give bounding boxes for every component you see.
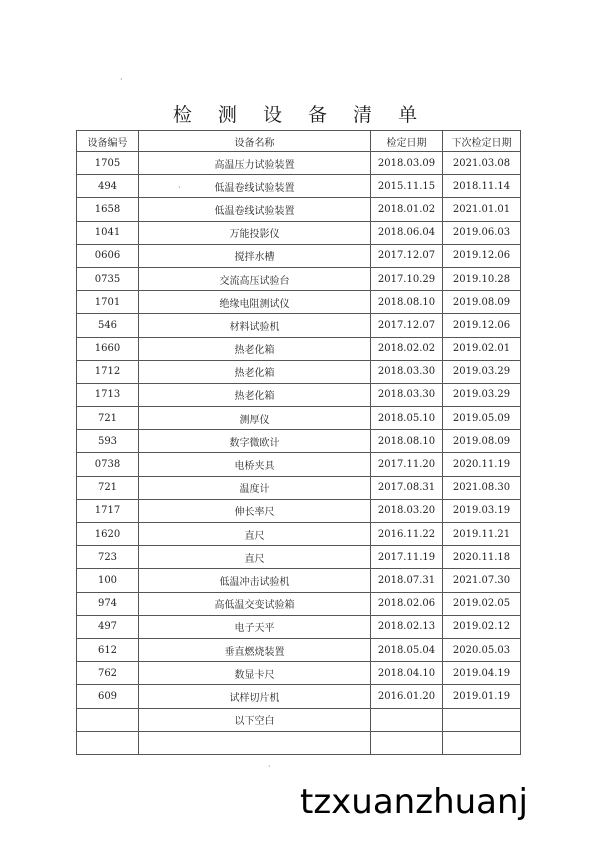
- cell-equipment-name: 试样切片机: [139, 685, 371, 708]
- table-row: [77, 152, 521, 175]
- cell-next-calibration-date: 2019.05.09: [443, 407, 521, 430]
- cell-equipment-name: [139, 731, 371, 754]
- header-calibration-date: 检定日期: [371, 131, 443, 152]
- cell-next-calibration-date: 2019.02.12: [443, 615, 521, 638]
- table-row: [77, 430, 521, 453]
- cell-equipment-id: 497: [77, 615, 139, 638]
- cell-next-calibration-date: 2019.02.05: [443, 592, 521, 615]
- cell-equipment-name: 低温卷线试验装置: [139, 198, 371, 221]
- cell-equipment-id: 723: [77, 546, 139, 569]
- cell-equipment-id: 0606: [77, 244, 139, 267]
- cell-next-calibration-date: 2021.01.01: [443, 198, 521, 221]
- cell-next-calibration-date: 2019.03.29: [443, 383, 521, 406]
- cell-equipment-name: 直尺: [139, 546, 371, 569]
- cell-equipment-name: 伸长率尺: [139, 499, 371, 522]
- table-row: [77, 546, 521, 569]
- cell-calibration-date: [371, 731, 443, 754]
- cell-equipment-id: 0738: [77, 453, 139, 476]
- cell-calibration-date: 2017.08.31: [371, 476, 443, 499]
- cell-next-calibration-date: 2019.11.21: [443, 523, 521, 546]
- cell-calibration-date: 2018.05.10: [371, 407, 443, 430]
- cell-calibration-date: 2016.11.22: [371, 523, 443, 546]
- table-row: [77, 337, 521, 360]
- table-row: [77, 685, 521, 708]
- cell-equipment-id: 762: [77, 662, 139, 685]
- watermark-text: tzxuanzhuanj: [300, 782, 529, 822]
- cell-equipment-id: 721: [77, 407, 139, 430]
- cell-calibration-date: 2018.03.30: [371, 360, 443, 383]
- cell-next-calibration-date: 2019.03.29: [443, 360, 521, 383]
- table-row: [77, 638, 521, 661]
- cell-next-calibration-date: [443, 731, 521, 754]
- cell-equipment-id: 1713: [77, 383, 139, 406]
- page-title: 检 测 设 备 清 单: [172, 104, 428, 126]
- cell-next-calibration-date: 2019.12.06: [443, 244, 521, 267]
- cell-next-calibration-date: 2021.07.30: [443, 569, 521, 592]
- cell-equipment-name: 热老化箱: [139, 383, 371, 406]
- cell-next-calibration-date: 2020.11.18: [443, 546, 521, 569]
- cell-calibration-date: 2017.11.20: [371, 453, 443, 476]
- cell-equipment-id: 0735: [77, 267, 139, 290]
- cell-next-calibration-date: 2019.01.19: [443, 685, 521, 708]
- table-header-row: [77, 131, 521, 152]
- table-row: [77, 708, 521, 731]
- cell-next-calibration-date: 2019.04.19: [443, 662, 521, 685]
- cell-calibration-date: 2018.03.20: [371, 499, 443, 522]
- cell-next-calibration-date: 2019.12.06: [443, 314, 521, 337]
- cell-equipment-name: 高低温交变试验箱: [139, 592, 371, 615]
- cell-equipment-name: 电桥夹具: [139, 453, 371, 476]
- cell-equipment-name: 数显卡尺: [139, 662, 371, 685]
- cell-calibration-date: 2018.02.02: [371, 337, 443, 360]
- cell-next-calibration-date: 2021.08.30: [443, 476, 521, 499]
- cell-equipment-id: [77, 708, 139, 731]
- cell-calibration-date: [371, 708, 443, 731]
- cell-equipment-name: 以下空白: [139, 708, 371, 731]
- cell-equipment-name: 温度计: [139, 476, 371, 499]
- cell-equipment-name: 高温压力试验装置: [139, 152, 371, 175]
- cell-calibration-date: 2018.02.13: [371, 615, 443, 638]
- cell-calibration-date: 2018.02.06: [371, 592, 443, 615]
- cell-next-calibration-date: 2019.02.01: [443, 337, 521, 360]
- table-row: [77, 221, 521, 244]
- cell-equipment-name: 测厚仪: [139, 407, 371, 430]
- cell-equipment-name: 交流高压试验台: [139, 267, 371, 290]
- table-row: [77, 407, 521, 430]
- cell-calibration-date: 2016.01.20: [371, 685, 443, 708]
- cell-equipment-id: 1717: [77, 499, 139, 522]
- cell-next-calibration-date: 2021.03.08: [443, 152, 521, 175]
- cell-equipment-id: 494: [77, 175, 139, 198]
- cell-equipment-id: [77, 731, 139, 754]
- cell-equipment-id: 1620: [77, 523, 139, 546]
- cell-next-calibration-date: 2019.08.09: [443, 430, 521, 453]
- table-row: [77, 453, 521, 476]
- table-row: [77, 314, 521, 337]
- cell-equipment-name: 数字微欧计: [139, 430, 371, 453]
- cell-equipment-id: 1041: [77, 221, 139, 244]
- table-row: [77, 291, 521, 314]
- cell-equipment-name: 热老化箱: [139, 360, 371, 383]
- cell-equipment-id: 609: [77, 685, 139, 708]
- scan-speck: ·: [120, 75, 123, 84]
- cell-calibration-date: 2018.03.09: [371, 152, 443, 175]
- cell-calibration-date: 2018.07.31: [371, 569, 443, 592]
- cell-equipment-name: 低温卷线试验装置: [139, 175, 371, 198]
- cell-calibration-date: 2018.06.04: [371, 221, 443, 244]
- cell-equipment-name: 低温冲击试验机: [139, 569, 371, 592]
- cell-next-calibration-date: 2018.11.14: [443, 175, 521, 198]
- table-row: [77, 476, 521, 499]
- cell-equipment-name: 热老化箱: [139, 337, 371, 360]
- cell-calibration-date: 2017.10.29: [371, 267, 443, 290]
- cell-next-calibration-date: 2019.03.19: [443, 499, 521, 522]
- table-row: [77, 662, 521, 685]
- table-row: [77, 569, 521, 592]
- cell-calibration-date: 2018.08.10: [371, 430, 443, 453]
- cell-equipment-name: 材料试验机: [139, 314, 371, 337]
- scan-speck: ·: [178, 183, 181, 192]
- cell-calibration-date: 2017.11.19: [371, 546, 443, 569]
- cell-equipment-id: 1712: [77, 360, 139, 383]
- cell-equipment-id: 1701: [77, 291, 139, 314]
- cell-equipment-name: 直尺: [139, 523, 371, 546]
- table-row: [77, 198, 521, 221]
- table-row: [77, 383, 521, 406]
- cell-equipment-id: 1658: [77, 198, 139, 221]
- header-equipment-name: 设备名称: [139, 131, 371, 152]
- cell-equipment-id: 546: [77, 314, 139, 337]
- header-next-calibration-date: 下次检定日期: [443, 131, 521, 152]
- cell-equipment-name: 绝缘电阻测试仪: [139, 291, 371, 314]
- table-row: [77, 499, 521, 522]
- cell-equipment-id: 1705: [77, 152, 139, 175]
- cell-equipment-id: 593: [77, 430, 139, 453]
- table-row: [77, 615, 521, 638]
- table-row: [77, 360, 521, 383]
- cell-equipment-id: 612: [77, 638, 139, 661]
- scan-speck: ·: [268, 762, 271, 771]
- cell-calibration-date: 2018.08.10: [371, 291, 443, 314]
- cell-calibration-date: 2018.01.02: [371, 198, 443, 221]
- cell-next-calibration-date: 2019.06.03: [443, 221, 521, 244]
- table-row: [77, 244, 521, 267]
- cell-next-calibration-date: 2020.05.03: [443, 638, 521, 661]
- header-equipment-id: 设备编号: [77, 131, 139, 152]
- cell-equipment-id: 974: [77, 592, 139, 615]
- cell-calibration-date: 2015.11.15: [371, 175, 443, 198]
- cell-calibration-date: 2017.12.07: [371, 244, 443, 267]
- cell-equipment-name: 万能投影仪: [139, 221, 371, 244]
- table-row: [77, 731, 521, 754]
- cell-equipment-name: 搅拌水槽: [139, 244, 371, 267]
- table-row: [77, 267, 521, 290]
- cell-equipment-name: 垂直燃烧装置: [139, 638, 371, 661]
- cell-calibration-date: 2017.12.07: [371, 314, 443, 337]
- cell-equipment-id: 1660: [77, 337, 139, 360]
- cell-calibration-date: 2018.04.10: [371, 662, 443, 685]
- equipment-table: [76, 130, 521, 755]
- cell-equipment-id: 100: [77, 569, 139, 592]
- cell-next-calibration-date: 2019.08.09: [443, 291, 521, 314]
- cell-next-calibration-date: [443, 708, 521, 731]
- cell-next-calibration-date: 2019.10.28: [443, 267, 521, 290]
- cell-calibration-date: 2018.05.04: [371, 638, 443, 661]
- cell-equipment-name: 电子天平: [139, 615, 371, 638]
- cell-equipment-id: 721: [77, 476, 139, 499]
- table-row: [77, 175, 521, 198]
- cell-calibration-date: 2018.03.30: [371, 383, 443, 406]
- table-body: [77, 152, 521, 755]
- table-row: [77, 523, 521, 546]
- table-row: [77, 592, 521, 615]
- cell-next-calibration-date: 2020.11.19: [443, 453, 521, 476]
